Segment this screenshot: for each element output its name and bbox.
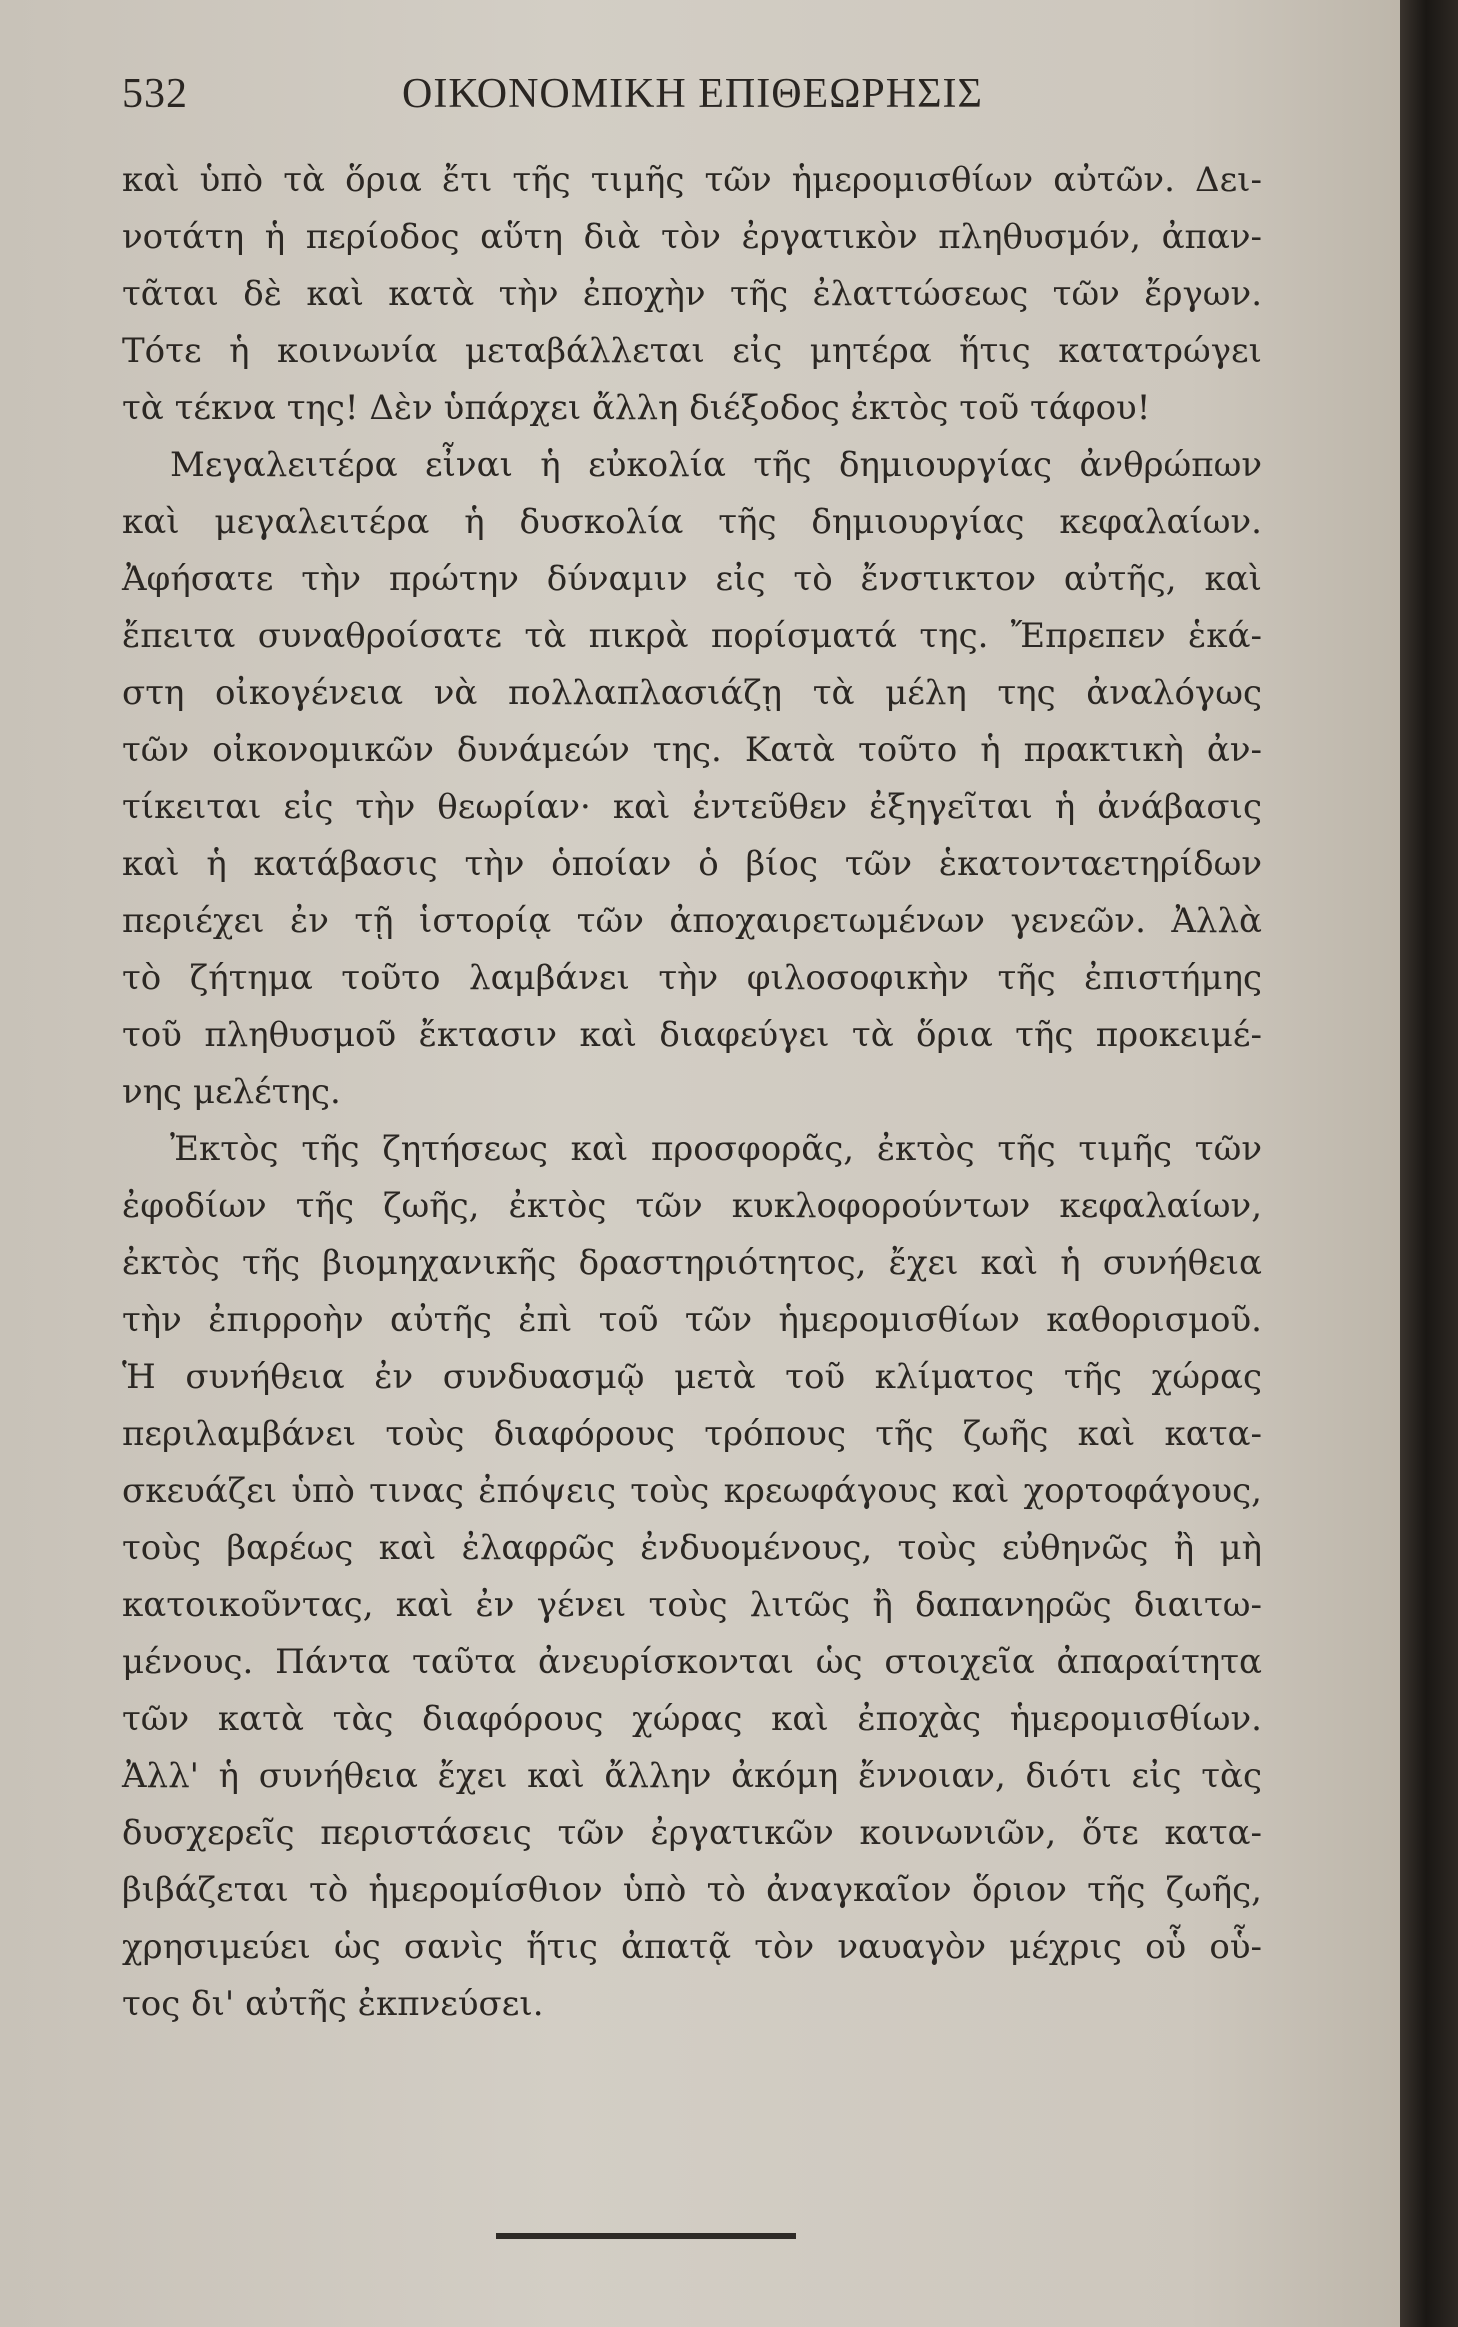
text-line: χρησιμεύει ὡς σανὶς ἥτις ἀπατᾷ τὸν ναυαγὸν μέχρις οὗ οὗ-	[122, 1927, 1262, 1967]
page-number: 532	[122, 71, 188, 117]
text-line: τῶν κατὰ τὰς διαφόρους χώρας καὶ ἐποχὰς ἡμερομισθίων.	[122, 1699, 1262, 1739]
paragraph-3	[122, 1121, 1262, 2033]
paragraph-2	[122, 437, 1262, 1121]
text-line: σκευάζει ὑπὸ τινας ἐπόψεις τοὺς κρεωφάγους καὶ χορτοφάγους,	[122, 1471, 1262, 1511]
text-line: περιλαμβάνει τοὺς διαφόρους τρόπους τῆς ζωῆς καὶ κατα-	[122, 1414, 1262, 1454]
text-line: νης μελέτης.	[122, 1072, 341, 1112]
text-line: καὶ ὑπὸ τὰ ὅρια ἔτι τῆς τιμῆς τῶν ἡμερομισθίων αὐτῶν. Δει-	[122, 160, 1262, 200]
text-line: τὴν ἐπιρροὴν αὐτῆς ἐπὶ τοῦ τῶν ἡμερομισθίων καθορισμοῦ.	[122, 1300, 1262, 1340]
text-line: κατοικοῦντας, καὶ ἐν γένει τοὺς λιτῶς ἢ δαπανηρῶς διαιτω-	[122, 1585, 1262, 1625]
text-line: τῶν οἰκονομικῶν δυνάμεών της. Κατὰ τοῦτο ἡ πρακτικὴ ἀν-	[122, 730, 1262, 770]
text-line: τοὺς βαρέως καὶ ἐλαφρῶς ἐνδυομένους, τοὺς εὐθηνῶς ἢ μὴ	[122, 1528, 1262, 1568]
text-line: Ἀφήσατε τὴν πρώτην δύναμιν εἰς τὸ ἔνστικτον αὐτῆς, καὶ	[122, 559, 1262, 599]
text-line: Ἀλλ' ἡ συνήθεια ἔχει καὶ ἄλλην ἀκόμη ἔννοιαν, διότι εἰς τὰς	[122, 1756, 1262, 1796]
page-header	[122, 70, 1262, 130]
text-line: τοῦ πληθυσμοῦ ἔκτασιν καὶ διαφεύγει τὰ ὅρια τῆς προκειμέ-	[122, 1015, 1262, 1055]
text-line: περιέχει ἐν τῇ ἱστορίᾳ τῶν ἀποχαιρετωμένων γενεῶν. Ἀλλὰ	[122, 901, 1262, 941]
text-line: νοτάτη ἡ περίοδος αὕτη διὰ τὸν ἐργατικὸν πληθυσμόν, ἀπαν-	[122, 217, 1262, 257]
text-line: τος δι' αὐτῆς ἐκπνεύσει.	[122, 1984, 544, 2024]
running-head: ΟΙΚΟΝΟΜΙΚΗ ΕΠΙΘΕΩΡΗΣΙΣ	[402, 71, 983, 117]
text-line: τᾶται δὲ καὶ κατὰ τὴν ἐποχὴν τῆς ἐλαττώσεως τῶν ἔργων.	[122, 274, 1262, 314]
text-line: καὶ μεγαλειτέρα ἡ δυσκολία τῆς δημιουργίας κεφαλαίων.	[122, 502, 1262, 542]
text-line: ἔπειτα συναθροίσατε τὰ πικρὰ πορίσματά της. Ἔπρεπεν ἑκά-	[122, 616, 1262, 656]
text-line: τὸ ζήτημα τοῦτο λαμβάνει τὴν φιλοσοφικὴν τῆς ἐπιστήμης	[122, 958, 1262, 998]
book-gutter-shadow	[1400, 0, 1458, 2327]
text-line: καὶ ἡ κατάβασις τὴν ὁποίαν ὁ βίος τῶν ἑκατονταετηρίδων	[122, 844, 1262, 884]
text-line: ἐκτὸς τῆς βιομηχανικῆς δραστηριότητος, ἔχει καὶ ἡ συνήθεια	[122, 1243, 1262, 1283]
text-line: Μεγαλειτέρα εἶναι ἡ εὐκολία τῆς δημιουργίας ἀνθρώπων	[170, 445, 1262, 485]
paragraph-1	[122, 152, 1262, 437]
text-line: ἐφοδίων τῆς ζωῆς, ἐκτὸς τῶν κυκλοφορούντων κεφαλαίων,	[122, 1186, 1262, 1226]
text-line: Ἐκτὸς τῆς ζητήσεως καὶ προσφορᾶς, ἐκτὸς τῆς τιμῆς τῶν	[170, 1129, 1262, 1169]
body-text	[122, 152, 1262, 2033]
text-line: βιβάζεται τὸ ἡμερομίσθιον ὑπὸ τὸ ἀναγκαῖον ὅριον τῆς ζωῆς,	[122, 1870, 1262, 1910]
text-line: τίκειται εἰς τὴν θεωρίαν· καὶ ἐντεῦθεν ἐξηγεῖται ἡ ἀνάβασις	[122, 787, 1262, 827]
text-line: δυσχερεῖς περιστάσεις τῶν ἐργατικῶν κοινωνιῶν, ὅτε κατα-	[122, 1813, 1262, 1853]
text-line: τὰ τέκνα της! Δὲν ὑπάρχει ἄλλη διέξοδος ἐκτὸς τοῦ τάφου!	[122, 388, 1151, 428]
text-line: μένους. Πάντα ταῦτα ἀνευρίσκονται ὡς στοιχεῖα ἀπαραίτητα	[122, 1642, 1262, 1682]
text-line: Ἡ συνήθεια ἐν συνδυασμῷ μετὰ τοῦ κλίματος τῆς χώρας	[122, 1357, 1262, 1397]
text-line: Τότε ἡ κοινωνία μεταβάλλεται εἰς μητέρα ἥτις κατατρώγει	[122, 331, 1262, 371]
text-line: στη οἰκογένεια νὰ πολλαπλασιάζῃ τὰ μέλη της ἀναλόγως	[122, 673, 1262, 713]
section-end-rule	[496, 2233, 796, 2239]
